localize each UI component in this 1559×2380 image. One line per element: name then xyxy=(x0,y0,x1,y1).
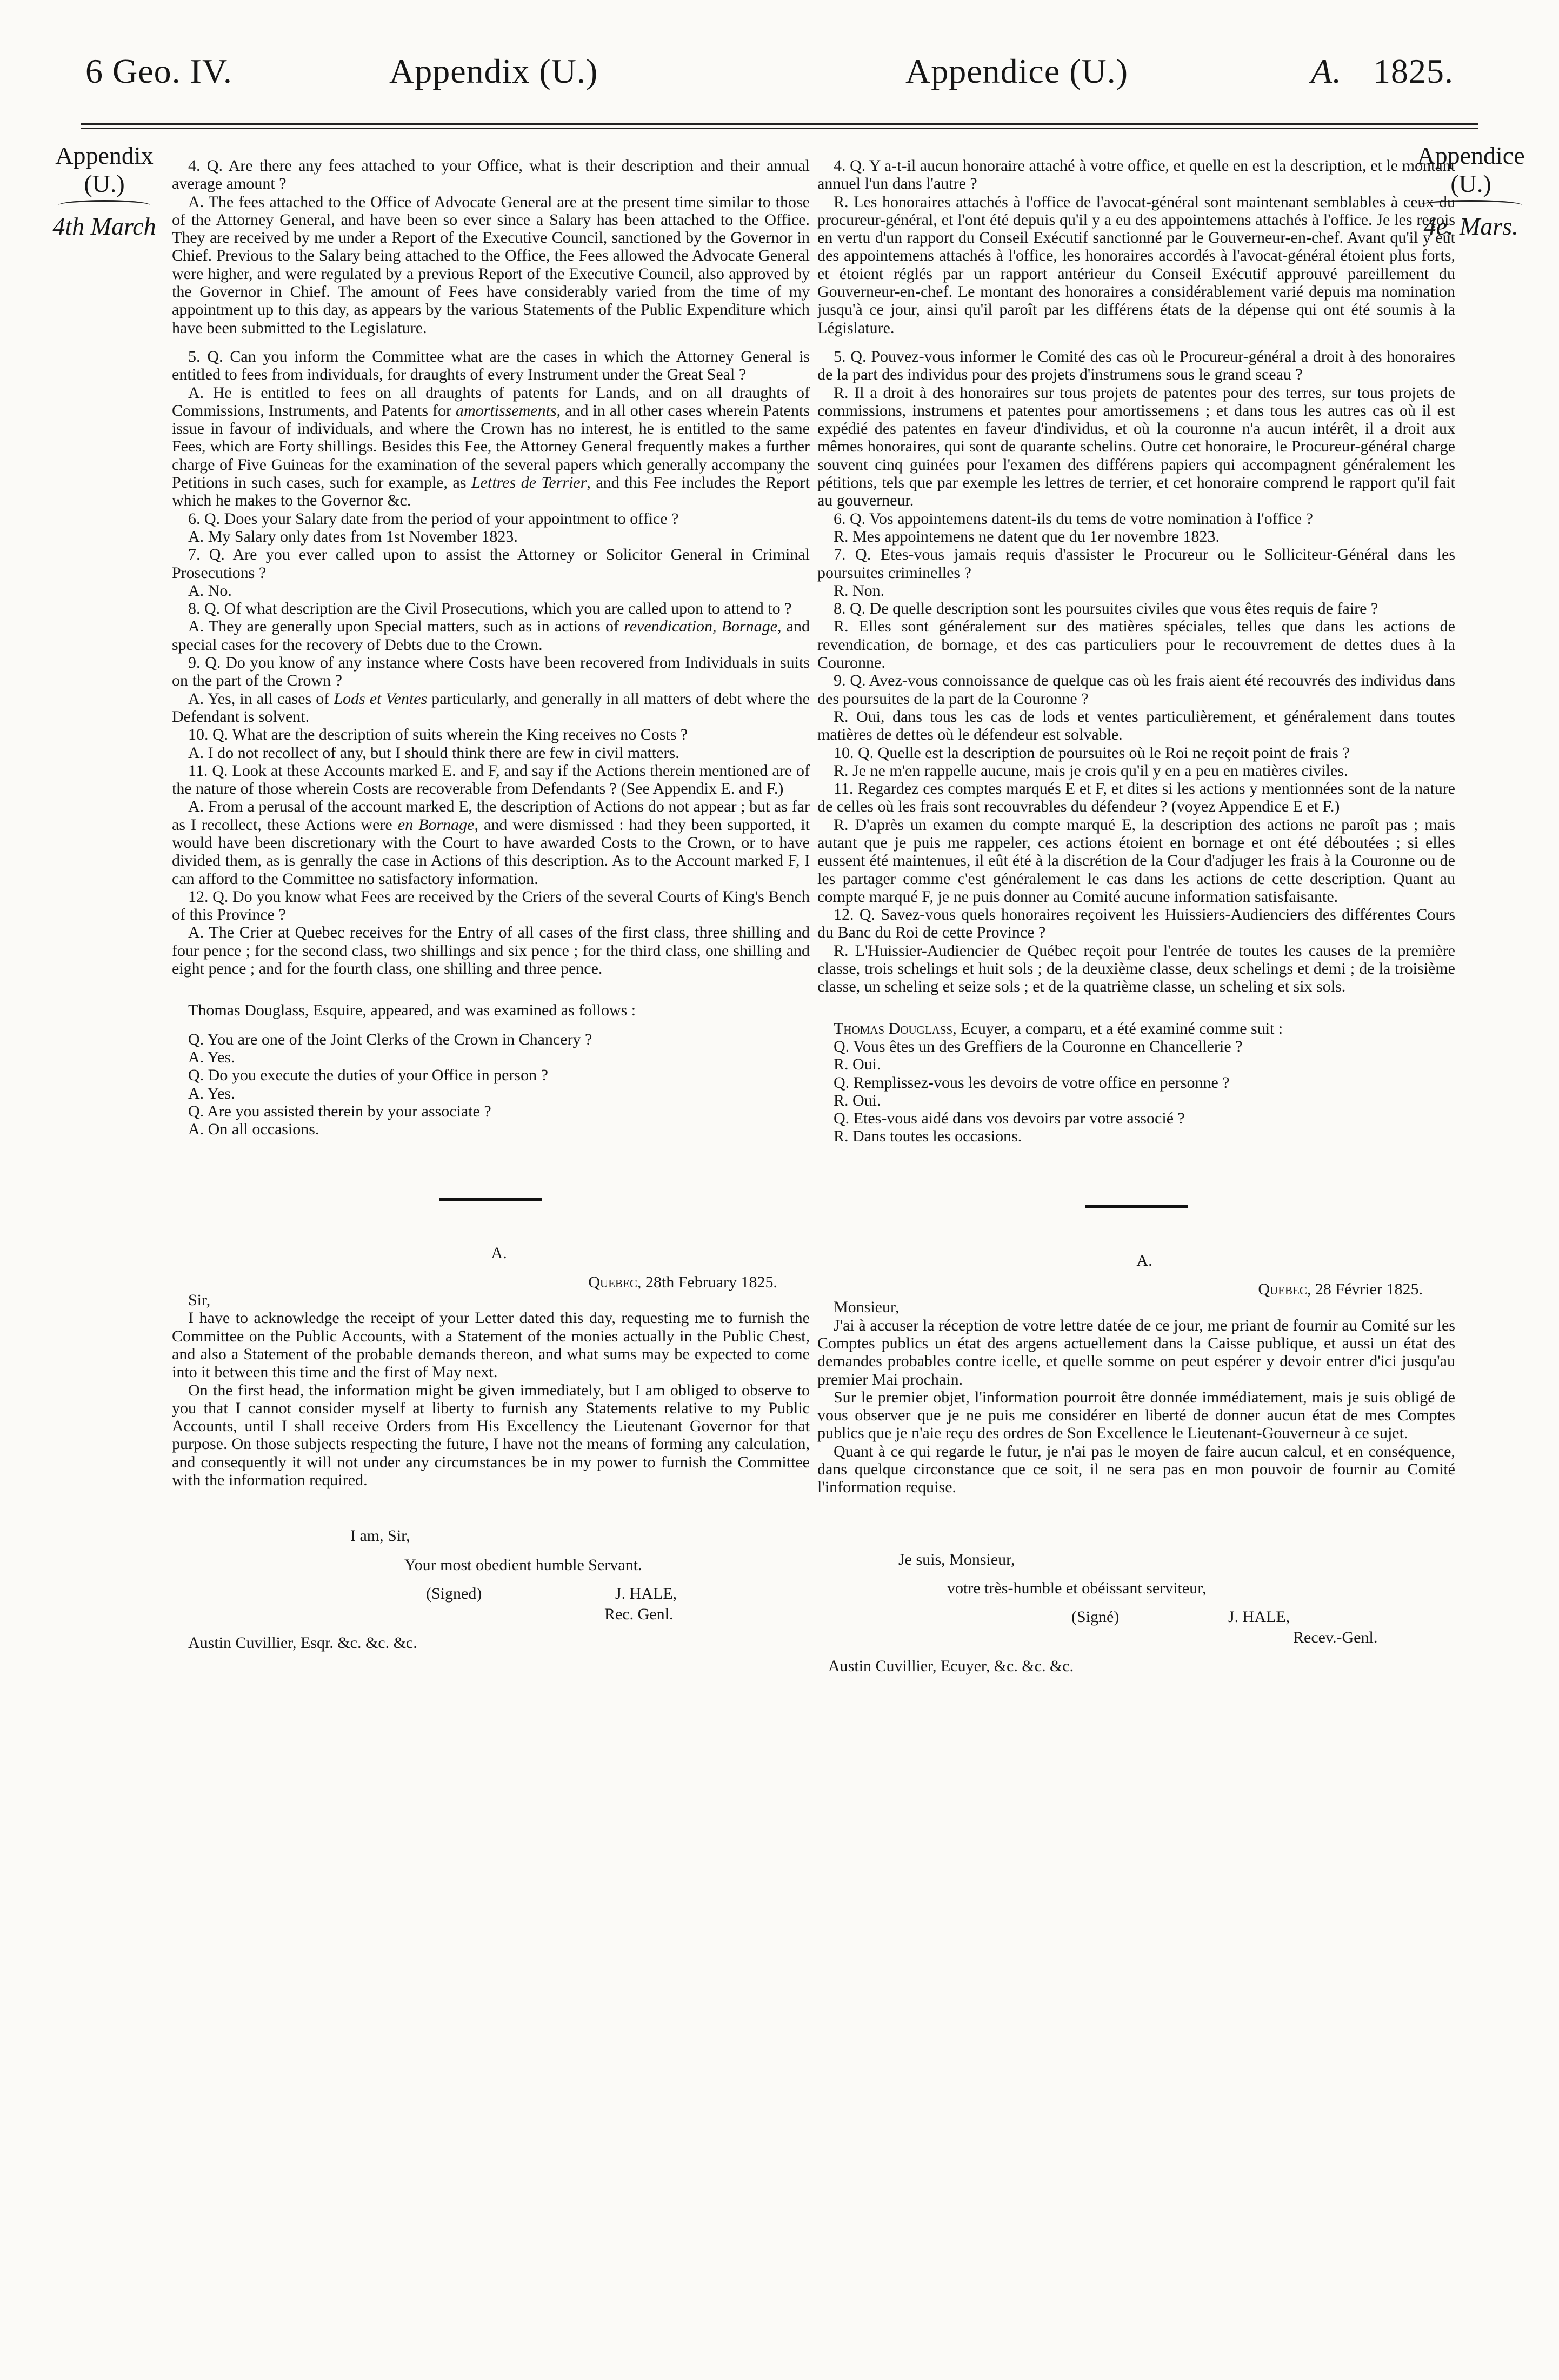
en-a7: A. No. xyxy=(188,581,232,600)
fr-a5: R. Il a droit à des honoraires sur tous projets de patentes pour des terres, sur tous projets de commissions, instrumens et patentes pour amortissemens ; et dans tous les autres cas où il est expédié des patentes en faveur d'individus, et où la couronne n'a aucun intérêt, il a droit aux mêmes honoraires, qui sont de quarante schelins. Outre cet honoraire, le Procureur-général charge souvent cinq guinées pour l'examen des différens papiers qui accompagnent généralement les pétitions, tels que par exemple les lettres de terrier, et cet honoraire comprend le rapport qu'il fait au gouverneur. xyxy=(817,383,1455,510)
fr-addressee: Austin Cuvillier, Ecuyer, &c. &c. &c. xyxy=(828,1657,1074,1676)
header-appendice-fr: Appendice (U.) xyxy=(905,52,1129,90)
en-q5: 5. Q. Can you inform the Committee what are the cases in which the Attorney General is entitled to fees from individuals, for draughts of every Instrument under the Great Seal ? xyxy=(172,347,810,384)
header-letter: A. xyxy=(1311,52,1342,90)
fr-q8: 8. Q. De quelle description sont les poursuites civiles que vous êtes requis de faire ? xyxy=(834,600,1378,618)
fr-q12: 12. Q. Savez-vous quels honoraires reçoivent les Huissiers-Audienciers des différentes Cours du Banc du Roi de cette Province ? xyxy=(817,906,1455,942)
fr-a10: R. Je ne m'en rappelle aucune, mais je crois qu'il y en a peu en matières civiles. xyxy=(834,761,1348,780)
right-margin-date: 4e. Mars. xyxy=(1423,212,1518,240)
en-closing-1: I am, Sir, xyxy=(350,1527,410,1545)
en-douglass-q2: Q. Do you execute the duties of your Office in person ? xyxy=(188,1066,548,1085)
fr-a6: R. Mes appointemens ne datent que du 1er novembre 1823. xyxy=(834,527,1220,546)
en-a10: A. I do not recollect of any, but I should think there are few in civil matters. xyxy=(188,743,679,762)
fr-a9: R. Oui, dans tous les cas de lods et ventes particulièrement, et généralement dans toutes matières de dettes où le défendeur est solvable. xyxy=(817,707,1455,744)
en-a5: A. He is entitled to fees on all draughts of patents for Lands, and on all draughts of Commissions, Instruments, and Patents for amortissements, and in all other cases wherein Patents issue in favour of individuals, and where the Crown has no interest, he is entitled to the same Fees, which are Forty shillings. Besides this Fee, the Attorney General frequently makes a further charge of Five Guineas for the examination of the several papers which generally accompany the Petitions in such cases, such for example, as Lettres de Terrier, and this Fee includes the Report which he makes to the Governor &c. xyxy=(172,383,810,510)
en-douglass-q1: Q. You are one of the Joint Clerks of the Crown in Chancery ? xyxy=(188,1030,592,1048)
fr-douglass-intro: Thomas Douglass, Ecuyer, a comparu, et a été examiné comme suit : xyxy=(834,1019,1283,1038)
en-signature-row xyxy=(172,1585,810,1605)
en-a6: A. My Salary only dates from 1st November 1823. xyxy=(188,527,518,546)
fr-signer-title: Recev.-Genl. xyxy=(1293,1628,1378,1647)
en-q10: 10. Q. What are the description of suits wherein the King receives no Costs ? xyxy=(188,726,688,744)
header-session: 6 Geo. IV. xyxy=(85,52,232,90)
en-q6: 6. Q. Does your Salary date from the period of your appointment to office ? xyxy=(188,509,679,528)
en-signer-title: Rec. Genl. xyxy=(604,1605,674,1623)
left-margin-u: (U.) xyxy=(84,170,125,197)
en-closing-2: Your most obedient humble Servant. xyxy=(404,1555,642,1574)
fr-a4: R. Les honoraires attachés à l'office de l'avocat-général sont maintenant semblables à ceux du procureur-général, et l'ont été depuis qu'il y a eu des appointemens attachés à l'office. Je les reçois en vertu d'un rapport du Conseil Exécutif sanctionné par le Gouverneur-en-chef. Avant qu'il y eût des appointemens attachés à l'office, les honoraires accordés à l'avocat-général étoient plus forts, et étoient réglés par un rapport antérieur du Conseil Exécutif approuvé pareillement du Gouverneur-en-chef. Le montant des honoraires a considérablement varié depuis ma nomination jusqu'à ce jour, ainsi qu'il paroît par les différens états de la dépense qui ont été soumis à la Législature. xyxy=(817,192,1455,337)
en-signer: J. HALE, xyxy=(615,1584,677,1603)
fr-a7: R. Non. xyxy=(834,581,885,600)
en-signed: (Signed) xyxy=(426,1584,482,1603)
fr-q9: 9. Q. Avez-vous connoissance de quelque cas où les frais aient été recouvrés des individus dans des poursuites de la part de la Couronne ? xyxy=(817,672,1455,708)
fr-douglass-a2: R. Oui. xyxy=(834,1091,881,1109)
en-q4: 4. Q. Are there any fees attached to your Office, what is their description and their annual average amount ? xyxy=(172,157,810,193)
fr-letter-heading: A. xyxy=(1136,1251,1152,1269)
fr-q4: 4. Q. Y a-t-il aucun honoraire attaché à votre office, et quelle en est la description, et le montant annuel l'un dans l'autre ? xyxy=(817,157,1455,193)
en-q9: 9. Q. Do you know of any instance where Costs have been recovered from Individuals in suits on the part of the Crown ? xyxy=(172,654,810,690)
en-q12: 12. Q. Do you know what Fees are received by the Criers of the several Courts of King's Bench of this Province ? xyxy=(172,887,810,924)
en-douglass-a2: A. Yes. xyxy=(188,1084,235,1102)
header-rule-2 xyxy=(81,128,1478,129)
english-column xyxy=(172,157,810,1652)
en-letter-heading: A. xyxy=(491,1244,507,1262)
en-douglass-a1: A. Yes. xyxy=(188,1048,235,1066)
fr-a12: R. L'Huissier-Audiencier de Québec reçoit pour l'entrée de toutes les causes de la première classe, trois schelings et huit sols ; de la deuxième classe, deux schelings et demi ; de la troisième classe, un scheling et seize sols ; et de la quatrième classe, un scheling et six sols. xyxy=(817,941,1455,996)
fr-a8: R. Elles sont généralement sur des matières spéciales, telles que dans les actions de revendication, de bornage, et des cas particuliers pour le recouvrement de dettes dues à la Couronne. xyxy=(817,617,1455,672)
en-a9: A. Yes, in all cases of Lods et Ventes particularly, and generally in all matters of debt where the Defendant is solvent. xyxy=(172,689,810,726)
fr-salutation: Monsieur, xyxy=(834,1298,900,1317)
left-margin-note xyxy=(48,142,161,241)
fr-q5: 5. Q. Pouvez-vous informer le Comité des cas où le Procureur-général a droit à des honoraires de la part des individus pour des projets d'instrumens sous le grand sceau ? xyxy=(817,347,1455,384)
en-douglass-q3: Q. Are you assisted therein by your associate ? xyxy=(188,1102,491,1120)
en-letter-para1: I have to acknowledge the receipt of your Letter dated this day, requesting me to furnish the Committee on the Public Accounts, with a Statement of the monies actually in the Public Chest, and also a Statement of the probable demands thereon, and what sums may be expected to come into it between this time and the first of May next. xyxy=(172,1309,810,1381)
header-appendix-en: Appendix (U.) xyxy=(389,52,598,90)
fr-signer: J. HALE, xyxy=(1228,1608,1290,1626)
en-salutation: Sir, xyxy=(188,1291,211,1309)
fr-closing-1: Je suis, Monsieur, xyxy=(898,1550,1015,1568)
fr-q6: 6. Q. Vos appointemens datent-ils du tems de votre nomination à l'office ? xyxy=(834,509,1313,528)
en-douglass-a3: A. On all occasions. xyxy=(188,1120,319,1139)
fr-signature-row xyxy=(817,1608,1455,1628)
fr-douglass-a3: R. Dans toutes les occasions. xyxy=(834,1127,1022,1146)
fr-signed: (Signé) xyxy=(1071,1608,1120,1626)
fr-letter-para3: Quant à ce qui regarde le futur, je n'ai pas le moyen de faire aucun calcul, et en conséquence, dans quelque circonstance que ce soit, il ne sera pas en mon pouvoir de fournir au Comité l'information requise. xyxy=(817,1442,1455,1497)
en-douglass-intro: Thomas Douglass, Esquire, appeared, and was examined as follows : xyxy=(188,1001,636,1020)
en-q11: 11. Q. Look at these Accounts marked E. and F, and say if the Actions therein mentioned are of the nature of those wherein Costs are recoverable from Defendants ? (See Appendix E. and F.) xyxy=(172,761,810,798)
fr-a11: R. D'après un examen du compte marqué E, la description des actions ne paroît pas ; mais autant que je puis me rappeler, ces actions étoient en bornage et ont été déboutées ; si elles eussent été maintenues, il eût été à la discrétion de la Cour d'adjuger les frais à la Couronne ou de les partager comme c'est généralement le cas dans les actions de cette description. Quant au compte marqué F, je ne puis donner au Comité aucune information satisfaisante. xyxy=(817,815,1455,906)
right-margin-u: (U.) xyxy=(1450,170,1491,197)
en-a11: A. From a perusal of the account marked E, the description of Actions do not appear ; but as far as I recollect, these Actions were en Bornage, and were dismissed : had they been supported, it would have been discretionary with the Court to have awarded Costs to the Crown, or to have divided them, as is genrally the case in Actions of this description. As to the Account marked F, I can afford to the Committee no satisfactory information. xyxy=(172,797,810,888)
header-year: 1825. xyxy=(1373,52,1454,90)
fr-q11: 11. Regardez ces comptes marqués E et F, et dites si les actions y mentionnées sont de la nature de celles où les frais sont recouvrables du défendeur ? (voyez Appendice E et F.) xyxy=(817,780,1455,816)
page-header xyxy=(81,51,1478,111)
en-letter-date: Quebec, 28th February 1825. xyxy=(588,1273,777,1291)
en-letter-para2: On the first head, the information might be given immediately, but I am obliged to observe to you that I cannot consider myself at liberty to furnish any Statements relative to my Public Accounts, until I shall receive Orders from His Excellency the Lieutenant Governor for that purpose. On those subjects respecting the future, I have not the means of forming any calculation, and consequently it will not under any circumstances be in my power to furnish the Committee with the information required. xyxy=(172,1381,810,1489)
fr-douglass-q3: Q. Etes-vous aidé dans vos devoirs par votre associé ? xyxy=(834,1109,1185,1128)
left-margin-date: 4th March xyxy=(52,212,156,240)
en-a8: A. They are generally upon Special matters, such as in actions of revendication, Bornage, and special cases for the recovery of Debts due to the Crown. xyxy=(172,617,810,654)
en-addressee: Austin Cuvillier, Esqr. &c. &c. &c. xyxy=(188,1634,417,1652)
right-margin-appendice: Appendice xyxy=(1417,142,1525,169)
en-q8: 8. Q. Of what description are the Civil Prosecutions, which you are called upon to attend to ? xyxy=(188,600,792,618)
fr-letter-para2: Sur le premier objet, l'information pourroit être donnée immédiatement, mais je suis obligé de vous observer que je ne puis me considérer en liberté de donner aucun état de mes Comptes publics que je n'aie reçu des ordres de Son Excellence le Lieutenant-Gouverneur à ce sujet. xyxy=(817,1388,1455,1442)
french-column xyxy=(817,157,1455,1676)
en-a12: A. The Crier at Quebec receives for the Entry of all cases of the first class, three shilling and four pence ; for the second class, two shillings and six pence ; for the third class, one shilling and eight pence ; and for the fourth class, one shilling and three pence. xyxy=(172,923,810,978)
left-margin-brace xyxy=(58,200,150,210)
header-rule xyxy=(81,123,1478,125)
fr-douglass-q2: Q. Remplissez-vous les devoirs de votre office en personne ? xyxy=(834,1073,1230,1092)
fr-douglass-a1: R. Oui. xyxy=(834,1055,881,1074)
fr-letter-para1: J'ai à accuser la réception de votre lettre datée de ce jour, me priant de fournir au Comité sur les Comptes publics un état des argens actuellement dans la Caisse publique, et aussi un état des demandes probables contre icelle, et quelle somme on peut espérer y devoir entrer d'ici jusqu'au premier Mai prochain. xyxy=(817,1316,1455,1388)
fr-closing-2: votre très-humble et obéissant serviteur, xyxy=(947,1579,1207,1597)
fr-letter-date: Quebec, 28 Février 1825. xyxy=(1258,1280,1423,1299)
left-margin-appendix: Appendix xyxy=(55,142,154,169)
en-a4: A. The fees attached to the Office of Advocate General are at the present time similar to those of the Attorney General, and have been so ever since a Salary has been attached to the Office. They are received by me under a Report of the Executive Council, sanctioned by the Governor in Chief. Previous to the Salary being attached to the Office, the Fees allowed the Advocate General were higher, and were regulated by a previous Report of the Executive Council, also approved by the Governor in Chief. The amount of Fees have considerably varied from the time of my appointment up to this day, as appears by the various Statements of the Public Expenditure which have been submitted to the Legislature. xyxy=(172,192,810,337)
en-q7: 7. Q. Are you ever called upon to assist the Attorney or Solicitor General in Criminal Prosecutions ? xyxy=(172,546,810,582)
fr-q10: 10. Q. Quelle est la description de poursuites où le Roi ne reçoit point de frais ? xyxy=(834,743,1350,762)
fr-q7: 7. Q. Etes-vous jamais requis d'assister le Procureur ou le Solliciteur-Général dans les poursuites criminelles ? xyxy=(817,546,1455,582)
fr-douglass-q1: Q. Vous êtes un des Greffiers de la Couronne en Chancellerie ? xyxy=(834,1037,1243,1055)
